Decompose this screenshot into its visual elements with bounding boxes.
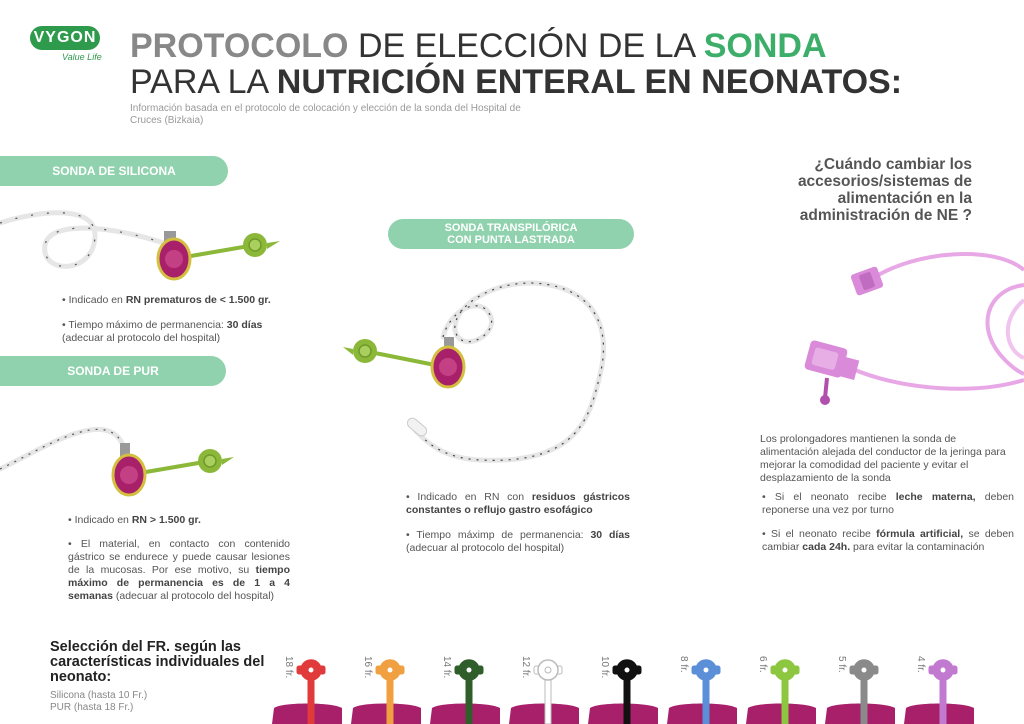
- accesorios-desc: Los prolongadores mantienen la sonda de alimentación alejada del conductor de la jeringa para mejorar la comodidad del paciente y evitar el desplazamiento de la sonda: [760, 433, 1006, 484]
- fr-size-label: 10 fr.: [599, 656, 610, 679]
- fr-size-5: [667, 652, 737, 724]
- pur-bullet-1: • Indicado en RN > 1.500 gr.: [68, 514, 201, 526]
- pur-heading: SONDA DE PUR: [0, 356, 226, 386]
- logo-tagline: Value Life: [62, 52, 102, 62]
- accesorios-question: ¿Cuándo cambiar los accesorios/sistemas de alimentación en la administración de NE ?: [797, 156, 972, 224]
- accesorios-bullet-1: • Si el neonato recibe leche materna, deben reponerse una vez por turno: [762, 491, 1014, 516]
- page-title-line2: PARA LA NUTRICIÓN ENTERAL EN NEONATOS:: [130, 63, 903, 101]
- fr-size-label: 5 fr.: [836, 656, 847, 673]
- fr-size-label: 6 fr.: [757, 656, 768, 673]
- transpilorica-tube-illustration: [340, 275, 640, 475]
- fr-size-3: [509, 652, 579, 724]
- fr-size-7: [825, 652, 895, 724]
- fr-size-2: [430, 652, 500, 724]
- silicona-bullet-1: • Indicado en RN prematuros de < 1.500 gr.: [62, 294, 271, 306]
- silicona-tube-illustration: [0, 195, 290, 285]
- pur-bullet-2: • El material, en contacto con contenido gástrico se endurece y puede causar lesiones de la mucosas. Por ese motivo, su tiempo máximo de permanencia es de 1 a 4 semanas (adecuar al protocolo del hospital): [68, 538, 290, 602]
- fr-size-6: [746, 652, 816, 724]
- fr-size-1: [351, 652, 421, 724]
- fr-size-4: [588, 652, 658, 724]
- accesorios-bullet-2: • Si el neonato recibe fórmula artificial, se deben cambiar cada 24h. para evitar la contaminación: [762, 528, 1015, 553]
- fr-size-label: 14 fr.: [441, 656, 452, 679]
- silicona-bullet-2: • Tiempo máximo de permanencia: 30 días (adecuar al protocolo del hospital): [62, 319, 263, 344]
- transpilorica-heading: SONDA TRANSPILÓRICA CON PUNTA LASTRADA: [388, 219, 634, 249]
- prolongador-illustration: [795, 240, 1024, 420]
- transpilorica-bullet-1: • Indicado en RN con residuos gástricos constantes o reflujo gastro esofágico: [406, 491, 630, 516]
- fr-size-8: [904, 652, 974, 724]
- page-title-line1: PROTOCOLO DE ELECCIÓN DE LA SONDA: [130, 27, 827, 65]
- silicona-heading: SONDA DE SILICONA: [0, 156, 228, 186]
- fr-size-0: [272, 652, 342, 724]
- intro-text: Información basada en el protocolo de colocación y elección de la sonda del Hospital de Cruces (Bizkaia): [130, 103, 521, 126]
- vygon-logo: VYGON: [30, 26, 100, 50]
- pur-tube-illustration: [0, 405, 250, 500]
- fr-selection-sub: Silicona (hasta 10 Fr.) PUR (hasta 18 Fr.): [50, 690, 148, 713]
- transpilorica-bullet-2: • Tiempo máximp de permanencia: 30 días (adecuar al protocolo del hospital): [406, 529, 630, 554]
- fr-size-label: 18 fr.: [283, 656, 294, 679]
- fr-size-label: 8 fr.: [678, 656, 689, 673]
- fr-selection-title: Selección del FR. según las características individuales del neonato:: [50, 639, 265, 685]
- fr-size-label: 12 fr.: [520, 656, 531, 679]
- fr-size-label: 4 fr.: [915, 656, 926, 673]
- fr-size-label: 16 fr.: [362, 656, 373, 679]
